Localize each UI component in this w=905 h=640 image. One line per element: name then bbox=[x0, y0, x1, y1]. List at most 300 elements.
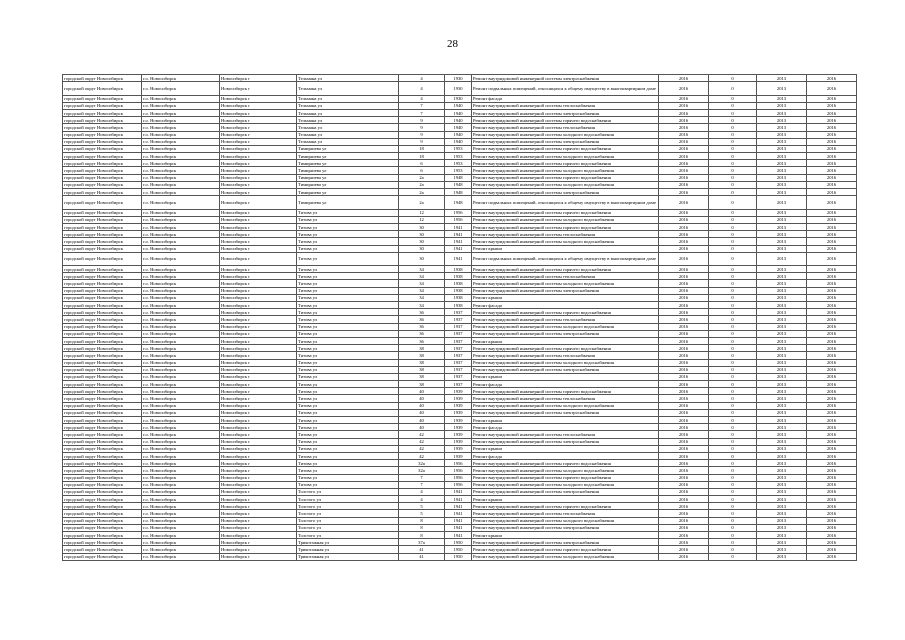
settlement-cell: Новосибирск г bbox=[220, 266, 297, 273]
street-cell: Титова ул bbox=[297, 294, 399, 301]
end-year-cell: 2016 bbox=[807, 102, 857, 109]
locality-type-cell: г.о. Новосибирск bbox=[142, 181, 220, 188]
street-cell: Титова ул bbox=[297, 445, 399, 452]
end-year-cell: 2016 bbox=[807, 95, 857, 102]
plan-year-cell: 2016 bbox=[659, 330, 709, 337]
settlement-cell: Новосибирск г bbox=[220, 366, 297, 373]
municipality-cell: городской округ Новосибирск bbox=[63, 124, 142, 131]
house-number-cell: 40 bbox=[399, 424, 445, 431]
table-row bbox=[63, 417, 857, 424]
plan-year-cell: 2016 bbox=[659, 417, 709, 424]
settlement-cell: Новосибирск г bbox=[220, 345, 297, 352]
cost-cell: 0 bbox=[709, 481, 757, 488]
house-number-cell: 6 bbox=[399, 160, 445, 167]
work-type-cell: Ремонт внутридомовой инженерной системы холодного водоснабжения bbox=[472, 481, 659, 488]
cost-cell: 0 bbox=[709, 503, 757, 510]
cost-cell: 0 bbox=[709, 488, 757, 495]
end-year-cell: 2016 bbox=[807, 174, 857, 181]
plan-year-cell: 2016 bbox=[659, 124, 709, 131]
start-year-cell: 2013 bbox=[757, 323, 807, 330]
build-year-cell: 1941 bbox=[445, 252, 472, 265]
start-year-cell: 2013 bbox=[757, 196, 807, 209]
work-type-cell: Ремонт внутридомовой инженерной системы горячего водоснабжения bbox=[472, 223, 659, 230]
municipality-cell: городской округ Новосибирск bbox=[63, 174, 142, 181]
locality-type-cell: г.о. Новосибирск bbox=[142, 196, 220, 209]
street-cell: Толстого ул bbox=[297, 496, 399, 503]
plan-year-cell: 2016 bbox=[659, 109, 709, 116]
start-year-cell: 2013 bbox=[757, 102, 807, 109]
locality-type-cell: г.о. Новосибирск bbox=[142, 209, 220, 216]
work-type-cell: Ремонт фасада bbox=[472, 381, 659, 388]
municipality-cell: городской округ Новосибирск bbox=[63, 138, 142, 145]
plan-year-cell: 2016 bbox=[659, 381, 709, 388]
settlement-cell: Новосибирск г bbox=[220, 452, 297, 459]
start-year-cell: 2013 bbox=[757, 388, 807, 395]
municipality-cell: городской округ Новосибирск bbox=[63, 488, 142, 495]
street-cell: Тельмана ул bbox=[297, 95, 399, 102]
locality-type-cell: г.о. Новосибирск bbox=[142, 409, 220, 416]
locality-type-cell: г.о. Новосибирск bbox=[142, 445, 220, 452]
locality-type-cell: г.о. Новосибирск bbox=[142, 216, 220, 223]
locality-type-cell: г.о. Новосибирск bbox=[142, 124, 220, 131]
build-year-cell: 1953 bbox=[445, 145, 472, 152]
table-row bbox=[63, 294, 857, 301]
house-number-cell: 38 bbox=[399, 381, 445, 388]
house-number-cell: 38 bbox=[399, 359, 445, 366]
settlement-cell: Новосибирск г bbox=[220, 474, 297, 481]
plan-year-cell: 2016 bbox=[659, 524, 709, 531]
start-year-cell: 2013 bbox=[757, 124, 807, 131]
street-cell: Титова ул bbox=[297, 238, 399, 245]
plan-year-cell: 2016 bbox=[659, 160, 709, 167]
settlement-cell: Новосибирск г bbox=[220, 359, 297, 366]
plan-year-cell: 2016 bbox=[659, 280, 709, 287]
street-cell: Титова ул bbox=[297, 373, 399, 380]
settlement-cell: Новосибирск г bbox=[220, 402, 297, 409]
municipality-cell: городской округ Новосибирск bbox=[63, 524, 142, 531]
house-number-cell: 4 bbox=[399, 82, 445, 95]
work-type-cell: Ремонт внутридомовой инженерной системы электроснабжения bbox=[472, 409, 659, 416]
street-cell: Титова ул bbox=[297, 302, 399, 309]
table-row bbox=[63, 174, 857, 181]
end-year-cell: 2016 bbox=[807, 467, 857, 474]
municipality-cell: городской округ Новосибирск bbox=[63, 539, 142, 546]
work-type-cell: Ремонт подвальных помещений, относящихся к общему имуществу в многоквартирном доме bbox=[472, 196, 659, 209]
end-year-cell: 2016 bbox=[807, 532, 857, 539]
locality-type-cell: г.о. Новосибирск bbox=[142, 539, 220, 546]
start-year-cell: 2013 bbox=[757, 231, 807, 238]
plan-year-cell: 2016 bbox=[659, 181, 709, 188]
table-row bbox=[63, 388, 857, 395]
municipality-cell: городской округ Новосибирск bbox=[63, 330, 142, 337]
house-number-cell: 38 bbox=[399, 345, 445, 352]
settlement-cell: Новосибирск г bbox=[220, 546, 297, 553]
build-year-cell: 1938 bbox=[445, 266, 472, 273]
end-year-cell: 2016 bbox=[807, 82, 857, 95]
start-year-cell: 2013 bbox=[757, 395, 807, 402]
build-year-cell: 1939 bbox=[445, 424, 472, 431]
table-row bbox=[63, 189, 857, 196]
cost-cell: 0 bbox=[709, 417, 757, 424]
municipality-cell: городской округ Новосибирск bbox=[63, 131, 142, 138]
street-cell: Тельмана ул bbox=[297, 124, 399, 131]
street-cell: Титова ул bbox=[297, 209, 399, 216]
municipality-cell: городской округ Новосибирск bbox=[63, 460, 142, 467]
house-number-cell: 41 bbox=[399, 546, 445, 553]
settlement-cell: Новосибирск г bbox=[220, 323, 297, 330]
locality-type-cell: г.о. Новосибирск bbox=[142, 337, 220, 344]
plan-year-cell: 2016 bbox=[659, 431, 709, 438]
house-number-cell: 8 bbox=[399, 532, 445, 539]
end-year-cell: 2016 bbox=[807, 138, 857, 145]
table-row bbox=[63, 95, 857, 102]
street-cell: Титова ул bbox=[297, 316, 399, 323]
plan-year-cell: 2016 bbox=[659, 424, 709, 431]
start-year-cell: 2013 bbox=[757, 553, 807, 560]
house-number-cell: 4 bbox=[399, 75, 445, 82]
build-year-cell: 1937 bbox=[445, 330, 472, 337]
build-year-cell: 1938 bbox=[445, 287, 472, 294]
start-year-cell: 2013 bbox=[757, 138, 807, 145]
settlement-cell: Новосибирск г bbox=[220, 445, 297, 452]
end-year-cell: 2016 bbox=[807, 124, 857, 131]
cost-cell: 0 bbox=[709, 316, 757, 323]
end-year-cell: 2016 bbox=[807, 316, 857, 323]
settlement-cell: Новосибирск г bbox=[220, 189, 297, 196]
settlement-cell: Новосибирск г bbox=[220, 337, 297, 344]
cost-cell: 0 bbox=[709, 352, 757, 359]
plan-year-cell: 2016 bbox=[659, 323, 709, 330]
municipality-cell: городской округ Новосибирск bbox=[63, 424, 142, 431]
locality-type-cell: г.о. Новосибирск bbox=[142, 431, 220, 438]
table-row bbox=[63, 438, 857, 445]
municipality-cell: городской округ Новосибирск bbox=[63, 345, 142, 352]
plan-year-cell: 2016 bbox=[659, 345, 709, 352]
plan-year-cell: 2016 bbox=[659, 252, 709, 265]
settlement-cell: Новосибирск г bbox=[220, 252, 297, 265]
cost-cell: 0 bbox=[709, 330, 757, 337]
municipality-cell: городской округ Новосибирск bbox=[63, 238, 142, 245]
table-row bbox=[63, 445, 857, 452]
plan-year-cell: 2016 bbox=[659, 245, 709, 252]
street-cell: Титова ул bbox=[297, 460, 399, 467]
table-row bbox=[63, 273, 857, 280]
start-year-cell: 2013 bbox=[757, 517, 807, 524]
street-cell: Толстого ул bbox=[297, 517, 399, 524]
work-type-cell: Ремонт фасада bbox=[472, 424, 659, 431]
start-year-cell: 2013 bbox=[757, 337, 807, 344]
settlement-cell: Новосибирск г bbox=[220, 75, 297, 82]
locality-type-cell: г.о. Новосибирск bbox=[142, 189, 220, 196]
end-year-cell: 2016 bbox=[807, 302, 857, 309]
start-year-cell: 2013 bbox=[757, 345, 807, 352]
build-year-cell: 1940 bbox=[445, 102, 472, 109]
cost-cell: 0 bbox=[709, 216, 757, 223]
work-type-cell: Ремонт внутридомовой инженерной системы холодного водоснабжения bbox=[472, 153, 659, 160]
table-row bbox=[63, 373, 857, 380]
end-year-cell: 2016 bbox=[807, 503, 857, 510]
build-year-cell: 1956 bbox=[445, 460, 472, 467]
locality-type-cell: г.о. Новосибирск bbox=[142, 373, 220, 380]
plan-year-cell: 2016 bbox=[659, 209, 709, 216]
street-cell: Тимирязева ул bbox=[297, 196, 399, 209]
municipality-cell: городской округ Новосибирск bbox=[63, 309, 142, 316]
plan-year-cell: 2016 bbox=[659, 474, 709, 481]
work-type-cell: Ремонт внутридомовой инженерной системы горячего водоснабжения bbox=[472, 460, 659, 467]
settlement-cell: Новосибирск г bbox=[220, 417, 297, 424]
locality-type-cell: г.о. Новосибирск bbox=[142, 302, 220, 309]
settlement-cell: Новосибирск г bbox=[220, 431, 297, 438]
end-year-cell: 2016 bbox=[807, 352, 857, 359]
settlement-cell: Новосибирск г bbox=[220, 216, 297, 223]
build-year-cell: 1956 bbox=[445, 209, 472, 216]
work-type-cell: Ремонт внутридомовой инженерной системы горячего водоснабжения bbox=[472, 209, 659, 216]
house-number-cell: 40 bbox=[399, 388, 445, 395]
municipality-cell: городской округ Новосибирск bbox=[63, 366, 142, 373]
cost-cell: 0 bbox=[709, 75, 757, 82]
plan-year-cell: 2016 bbox=[659, 316, 709, 323]
build-year-cell: 1953 bbox=[445, 167, 472, 174]
build-year-cell: 1939 bbox=[445, 388, 472, 395]
table-row bbox=[63, 223, 857, 230]
work-type-cell: Ремонт внутридомовой инженерной системы теплоснабжения bbox=[472, 510, 659, 517]
municipality-cell: городской округ Новосибирск bbox=[63, 153, 142, 160]
work-type-cell: Ремонт внутридомовой инженерной системы теплоснабжения bbox=[472, 431, 659, 438]
settlement-cell: Новосибирск г bbox=[220, 102, 297, 109]
house-number-cell: 36 bbox=[399, 330, 445, 337]
house-number-cell: 8 bbox=[399, 517, 445, 524]
house-number-cell: 9 bbox=[399, 131, 445, 138]
build-year-cell: 1939 bbox=[445, 395, 472, 402]
house-number-cell: 9 bbox=[399, 117, 445, 124]
work-type-cell: Ремонт подвальных помещений, относящихся к общему имуществу в многоквартирном доме bbox=[472, 82, 659, 95]
locality-type-cell: г.о. Новосибирск bbox=[142, 245, 220, 252]
locality-type-cell: г.о. Новосибирск bbox=[142, 503, 220, 510]
settlement-cell: Новосибирск г bbox=[220, 539, 297, 546]
end-year-cell: 2016 bbox=[807, 445, 857, 452]
table-row bbox=[63, 75, 857, 82]
settlement-cell: Новосибирск г bbox=[220, 196, 297, 209]
municipality-cell: городской округ Новосибирск bbox=[63, 95, 142, 102]
end-year-cell: 2016 bbox=[807, 196, 857, 209]
house-number-cell: 18 bbox=[399, 145, 445, 152]
street-cell: Титова ул bbox=[297, 266, 399, 273]
start-year-cell: 2013 bbox=[757, 216, 807, 223]
municipality-cell: городской округ Новосибирск bbox=[63, 160, 142, 167]
settlement-cell: Новосибирск г bbox=[220, 438, 297, 445]
locality-type-cell: г.о. Новосибирск bbox=[142, 460, 220, 467]
plan-year-cell: 2016 bbox=[659, 174, 709, 181]
municipality-cell: городской округ Новосибирск bbox=[63, 445, 142, 452]
work-type-cell: Ремонт внутридомовой инженерной системы горячего водоснабжения bbox=[472, 160, 659, 167]
work-type-cell: Ремонт внутридомовой инженерной системы теплоснабжения bbox=[472, 395, 659, 402]
build-year-cell: 1930 bbox=[445, 95, 472, 102]
start-year-cell: 2013 bbox=[757, 496, 807, 503]
settlement-cell: Новосибирск г bbox=[220, 510, 297, 517]
work-type-cell: Ремонт внутридомовой инженерной системы холодного водоснабжения bbox=[472, 216, 659, 223]
work-type-cell: Ремонт внутридомовой инженерной системы теплоснабжения bbox=[472, 231, 659, 238]
end-year-cell: 2016 bbox=[807, 323, 857, 330]
municipality-cell: городской округ Новосибирск bbox=[63, 438, 142, 445]
end-year-cell: 2016 bbox=[807, 539, 857, 546]
end-year-cell: 2016 bbox=[807, 145, 857, 152]
locality-type-cell: г.о. Новосибирск bbox=[142, 131, 220, 138]
cost-cell: 0 bbox=[709, 524, 757, 531]
table-row bbox=[63, 160, 857, 167]
work-type-cell: Ремонт крыши bbox=[472, 245, 659, 252]
start-year-cell: 2013 bbox=[757, 524, 807, 531]
work-type-cell: Ремонт внутридомовой инженерной системы теплоснабжения bbox=[472, 102, 659, 109]
work-type-cell: Ремонт внутридомовой инженерной системы горячего водоснабжения bbox=[472, 145, 659, 152]
start-year-cell: 2013 bbox=[757, 167, 807, 174]
table-row bbox=[63, 302, 857, 309]
work-type-cell: Ремонт внутридомовой инженерной системы электроснабжения bbox=[472, 287, 659, 294]
municipality-cell: городской округ Новосибирск bbox=[63, 109, 142, 116]
municipality-cell: городской округ Новосибирск bbox=[63, 316, 142, 323]
start-year-cell: 2013 bbox=[757, 238, 807, 245]
cost-cell: 0 bbox=[709, 388, 757, 395]
table-row bbox=[63, 345, 857, 352]
house-number-cell: 18 bbox=[399, 153, 445, 160]
house-number-cell: 7 bbox=[399, 481, 445, 488]
municipality-cell: городской округ Новосибирск bbox=[63, 546, 142, 553]
street-cell: Титова ул bbox=[297, 481, 399, 488]
locality-type-cell: г.о. Новосибирск bbox=[142, 481, 220, 488]
start-year-cell: 2013 bbox=[757, 273, 807, 280]
plan-year-cell: 2016 bbox=[659, 503, 709, 510]
street-cell: Трикотажная ул bbox=[297, 539, 399, 546]
table-row bbox=[63, 402, 857, 409]
start-year-cell: 2013 bbox=[757, 294, 807, 301]
work-type-cell: Ремонт внутридомовой инженерной системы электроснабжения bbox=[472, 138, 659, 145]
locality-type-cell: г.о. Новосибирск bbox=[142, 266, 220, 273]
settlement-cell: Новосибирск г bbox=[220, 503, 297, 510]
municipality-cell: городской округ Новосибирск bbox=[63, 503, 142, 510]
plan-year-cell: 2016 bbox=[659, 223, 709, 230]
locality-type-cell: г.о. Новосибирск bbox=[142, 309, 220, 316]
plan-year-cell: 2016 bbox=[659, 460, 709, 467]
house-number-cell: 4 bbox=[399, 95, 445, 102]
end-year-cell: 2016 bbox=[807, 266, 857, 273]
cost-cell: 0 bbox=[709, 294, 757, 301]
street-cell: Титова ул bbox=[297, 309, 399, 316]
work-type-cell: Ремонт фасада bbox=[472, 302, 659, 309]
settlement-cell: Новосибирск г bbox=[220, 145, 297, 152]
street-cell: Титова ул bbox=[297, 345, 399, 352]
house-number-cell: 30 bbox=[399, 223, 445, 230]
build-year-cell: 1939 bbox=[445, 431, 472, 438]
cost-cell: 0 bbox=[709, 245, 757, 252]
work-type-cell: Ремонт внутридомовой инженерной системы горячего водоснабжения bbox=[472, 266, 659, 273]
settlement-cell: Новосибирск г bbox=[220, 174, 297, 181]
locality-type-cell: г.о. Новосибирск bbox=[142, 532, 220, 539]
settlement-cell: Новосибирск г bbox=[220, 330, 297, 337]
work-type-cell: Ремонт внутридомовой инженерной системы теплоснабжения bbox=[472, 273, 659, 280]
locality-type-cell: г.о. Новосибирск bbox=[142, 517, 220, 524]
table-row bbox=[63, 503, 857, 510]
street-cell: Толстого ул bbox=[297, 510, 399, 517]
build-year-cell: 1948 bbox=[445, 189, 472, 196]
street-cell: Тельмана ул bbox=[297, 131, 399, 138]
plan-year-cell: 2016 bbox=[659, 532, 709, 539]
table-row bbox=[63, 381, 857, 388]
settlement-cell: Новосибирск г bbox=[220, 496, 297, 503]
settlement-cell: Новосибирск г bbox=[220, 316, 297, 323]
end-year-cell: 2016 bbox=[807, 517, 857, 524]
work-type-cell: Ремонт крыши bbox=[472, 294, 659, 301]
table-row bbox=[63, 352, 857, 359]
plan-year-cell: 2016 bbox=[659, 145, 709, 152]
table-row bbox=[63, 553, 857, 560]
locality-type-cell: г.о. Новосибирск bbox=[142, 117, 220, 124]
table-row bbox=[63, 488, 857, 495]
plan-year-cell: 2016 bbox=[659, 496, 709, 503]
cost-cell: 0 bbox=[709, 359, 757, 366]
house-number-cell: 12 bbox=[399, 209, 445, 216]
locality-type-cell: г.о. Новосибирск bbox=[142, 388, 220, 395]
cost-cell: 0 bbox=[709, 553, 757, 560]
house-number-cell: 42 bbox=[399, 438, 445, 445]
settlement-cell: Новосибирск г bbox=[220, 302, 297, 309]
cost-cell: 0 bbox=[709, 402, 757, 409]
work-type-cell: Ремонт крыши bbox=[472, 373, 659, 380]
work-type-cell: Ремонт внутридомовой инженерной системы холодного водоснабжения bbox=[472, 402, 659, 409]
work-type-cell: Ремонт внутридомовой инженерной системы холодного водоснабжения bbox=[472, 280, 659, 287]
table-row bbox=[63, 167, 857, 174]
work-type-cell: Ремонт внутридомовой инженерной системы электроснабжения bbox=[472, 366, 659, 373]
end-year-cell: 2016 bbox=[807, 395, 857, 402]
plan-year-cell: 2016 bbox=[659, 395, 709, 402]
plan-year-cell: 2016 bbox=[659, 238, 709, 245]
municipality-cell: городской округ Новосибирск bbox=[63, 223, 142, 230]
municipality-cell: городской округ Новосибирск bbox=[63, 82, 142, 95]
locality-type-cell: г.о. Новосибирск bbox=[142, 167, 220, 174]
locality-type-cell: г.о. Новосибирск bbox=[142, 510, 220, 517]
settlement-cell: Новосибирск г bbox=[220, 287, 297, 294]
house-number-cell: 9 bbox=[399, 138, 445, 145]
street-cell: Титова ул bbox=[297, 417, 399, 424]
cost-cell: 0 bbox=[709, 153, 757, 160]
build-year-cell: 1940 bbox=[445, 124, 472, 131]
plan-year-cell: 2016 bbox=[659, 488, 709, 495]
street-cell: Титова ул bbox=[297, 381, 399, 388]
cost-cell: 0 bbox=[709, 238, 757, 245]
municipality-cell: городской округ Новосибирск bbox=[63, 553, 142, 560]
street-cell: Титова ул bbox=[297, 323, 399, 330]
plan-year-cell: 2016 bbox=[659, 359, 709, 366]
municipality-cell: городской округ Новосибирск bbox=[63, 209, 142, 216]
build-year-cell: 1956 bbox=[445, 481, 472, 488]
table-row bbox=[63, 124, 857, 131]
house-number-cell: 38 bbox=[399, 352, 445, 359]
start-year-cell: 2013 bbox=[757, 160, 807, 167]
house-number-cell: 42 bbox=[399, 452, 445, 459]
end-year-cell: 2016 bbox=[807, 402, 857, 409]
end-year-cell: 2016 bbox=[807, 167, 857, 174]
table-row bbox=[63, 138, 857, 145]
work-type-cell: Ремонт внутридомовой инженерной системы теплоснабжения bbox=[472, 316, 659, 323]
locality-type-cell: г.о. Новосибирск bbox=[142, 381, 220, 388]
start-year-cell: 2013 bbox=[757, 109, 807, 116]
start-year-cell: 2013 bbox=[757, 539, 807, 546]
locality-type-cell: г.о. Новосибирск bbox=[142, 488, 220, 495]
start-year-cell: 2013 bbox=[757, 366, 807, 373]
work-type-cell: Ремонт внутридомовой инженерной системы горячего водоснабжения bbox=[472, 309, 659, 316]
locality-type-cell: г.о. Новосибирск bbox=[142, 287, 220, 294]
plan-year-cell: 2016 bbox=[659, 294, 709, 301]
street-cell: Титова ул bbox=[297, 352, 399, 359]
work-type-cell: Ремонт внутридомовой инженерной системы холодного водоснабжения bbox=[472, 238, 659, 245]
